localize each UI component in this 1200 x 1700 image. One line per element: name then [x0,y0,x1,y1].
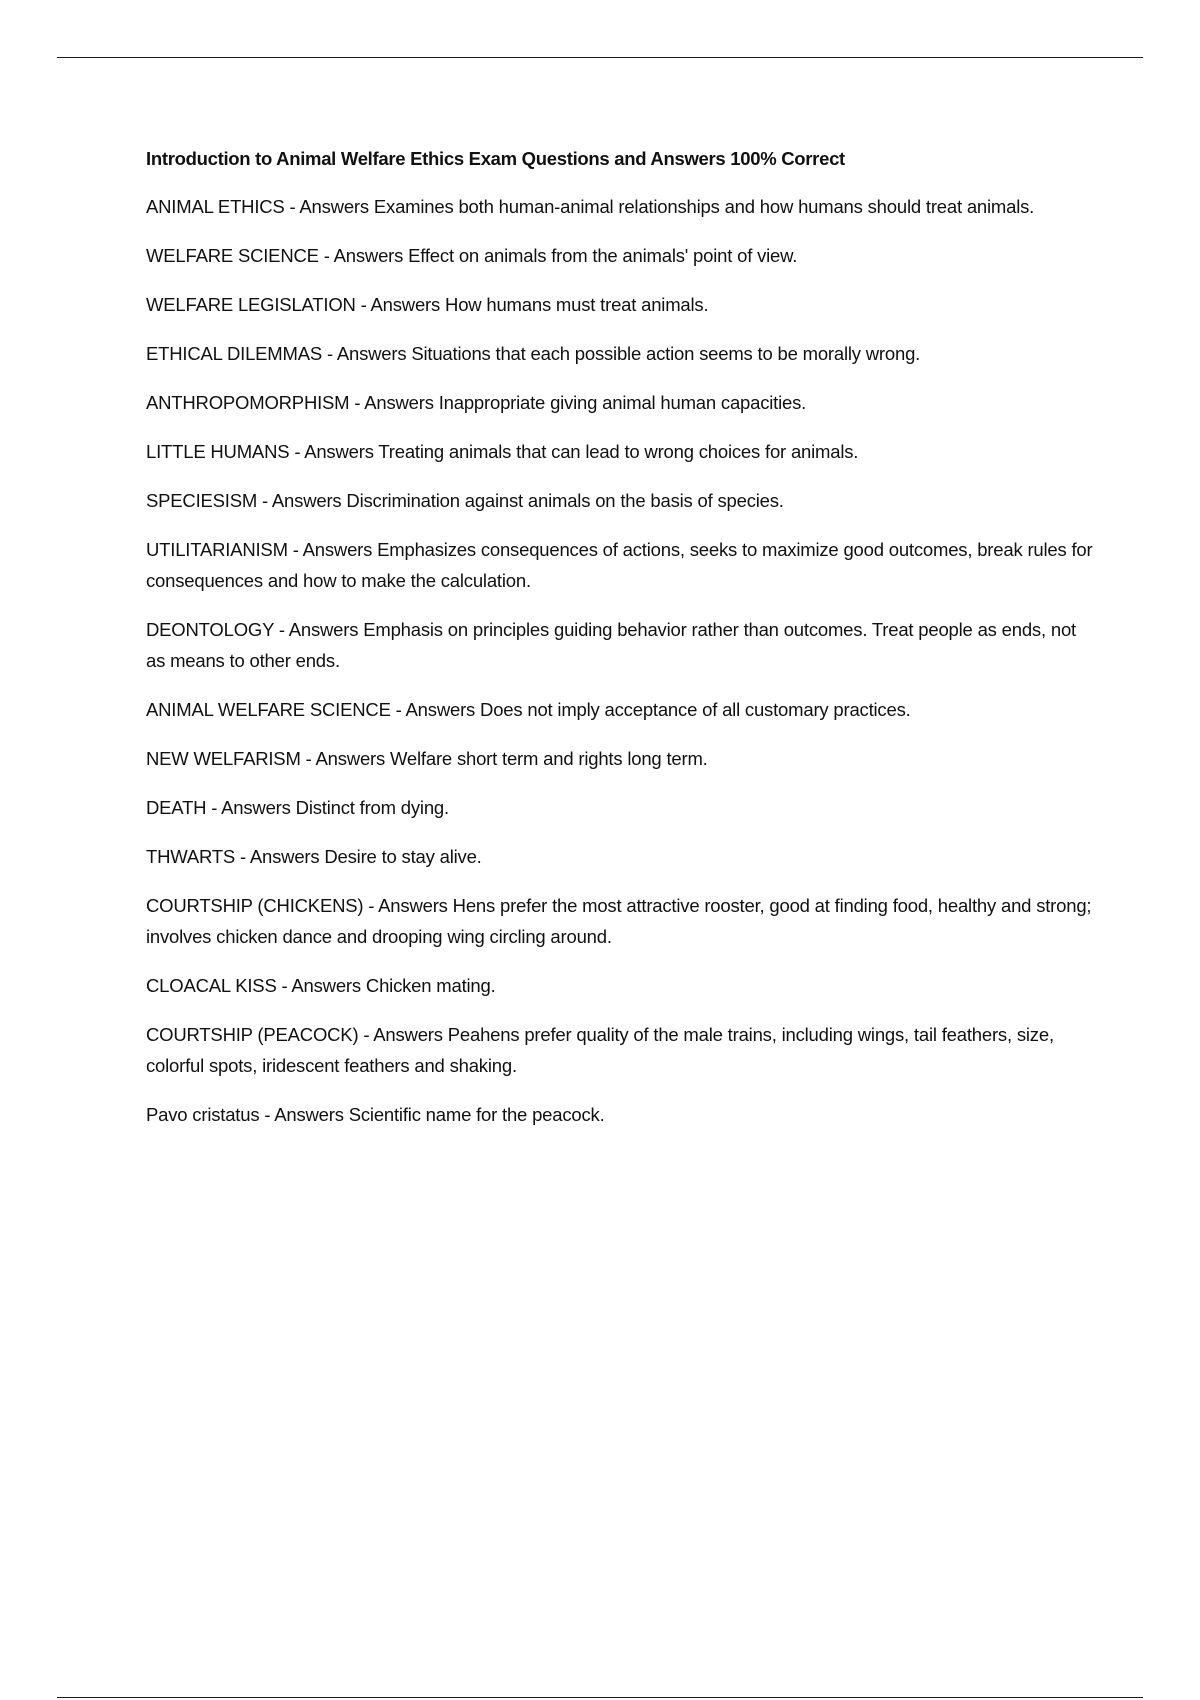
qa-answer-label: Answers [302,539,373,560]
qa-term: DEATH [146,797,207,818]
qa-answer-text: Distinct from dying. [295,797,449,818]
qa-entry [146,970,1096,1001]
qa-answer-text: Effect on animals from the animals' point of view. [408,245,798,266]
qa-entry [146,338,1096,369]
qa-separator [363,895,378,916]
qa-answer-label: Answers [221,797,291,818]
qa-answer-label: Answers [373,1024,443,1045]
qa-term: WELFARE SCIENCE [146,245,319,266]
qa-term: UTILITARIANISM [146,539,288,560]
qa-entry [146,792,1096,823]
qa-term: WELFARE LEGISLATION [146,294,356,315]
qa-answer-text: Discrimination against animals on the basis of species. [346,490,784,511]
qa-term: COURTSHIP (PEACOCK) [146,1024,359,1045]
qa-term: NEW WELFARISM [146,748,301,769]
qa-entry [146,191,1096,222]
qa-entry [146,1019,1096,1081]
qa-answer-text: Inappropriate giving animal human capacities. [438,392,807,413]
qa-separator [358,1024,373,1045]
qa-separator [206,797,221,818]
qa-term: DEONTOLOGY [146,619,274,640]
qa-term: ANIMAL ETHICS [146,196,285,217]
qa-answer-text: Hens prefer the most attractive rooster, good at finding food, healthy and strong; involves chicken dance and drooping wing circling around. [146,895,1092,947]
qa-separator [356,294,371,315]
qa-entry [146,743,1096,774]
qa-answer-text: Scientific name for the peacock. [348,1104,605,1125]
qa-answer-label: Answers [336,343,407,364]
qa-term: CLOACAL KISS [146,975,277,996]
qa-term: ANTHROPOMORPHISM [146,392,350,413]
qa-separator [319,245,334,266]
qa-answer-label: Answers [271,490,342,511]
qa-entry [146,614,1096,676]
qa-term: Pavo cristatus [146,1104,260,1125]
qa-answer-label: Answers [364,392,434,413]
qa-separator [259,1104,274,1125]
qa-answer-text: Does not imply acceptance of all customary practices. [480,699,911,720]
qa-answer-text: Desire to stay alive. [324,846,482,867]
qa-entry [146,485,1096,516]
header-rule [57,57,1143,58]
qa-answer-text: Emphasis on principles guiding behavior rather than outcomes. Treat people as ends, not as means to other ends. [146,619,1076,671]
qa-answer-label: Answers [333,245,404,266]
document-title: Introduction to Animal Welfare Ethics Exam Questions and Answers 100% Correct [146,148,845,169]
qa-separator [235,846,250,867]
qa-answer-label: Answers [299,196,369,217]
qa-answer-label: Answers [315,748,386,769]
qa-separator [274,619,289,640]
document-body [146,146,1096,1148]
qa-term: ETHICAL DILEMMAS [146,343,323,364]
qa-entry [146,436,1096,467]
qa-answer-label: Answers [378,895,448,916]
qa-separator [349,392,364,413]
qa-answer-text: How humans must treat animals. [445,294,709,315]
qa-answer-label: Answers [274,1104,344,1125]
qa-answer-label: Answers [291,975,361,996]
qa-answer-text: Examines both human-animal relationships and how humans should treat animals. [373,196,1035,217]
qa-entry [146,387,1096,418]
qa-separator [277,975,292,996]
qa-term: LITTLE HUMANS [146,441,290,462]
qa-answer-label: Answers [249,846,320,867]
qa-entry [146,534,1096,596]
qa-separator [288,539,303,560]
qa-separator [322,343,337,364]
qa-entry [146,289,1096,320]
qa-answer-text: Welfare short term and rights long term. [390,748,708,769]
qa-answer-text: Treating animals that can lead to wrong choices for animals. [378,441,859,462]
qa-answer-label: Answers [405,699,476,720]
qa-entry [146,841,1096,872]
qa-answer-text: Emphasizes consequences of actions, seeks to maximize good outcomes, break rules for consequences and how to make the calculation. [146,539,1093,591]
qa-term: ANIMAL WELFARE SCIENCE [146,699,391,720]
qa-answer-label: Answers [304,441,374,462]
qa-term: SPECIESISM [146,490,258,511]
qa-entry [146,694,1096,725]
footer-rule [57,1697,1143,1698]
qa-answer-label: Answers [370,294,441,315]
qa-entry [146,240,1096,271]
qa-list [146,191,1096,1130]
qa-entry [146,890,1096,952]
qa-term: THWARTS [146,846,236,867]
qa-answer-text: Peahens prefer quality of the male trains, including wings, tail feathers, size, colorful spots, iridescent feathers and shaking. [146,1024,1054,1076]
qa-separator [257,490,272,511]
qa-separator [391,699,406,720]
qa-entry [146,1099,1096,1130]
qa-answer-text: Situations that each possible action seems to be morally wrong. [411,343,921,364]
qa-separator [285,196,300,217]
qa-answer-text: Chicken mating. [365,975,496,996]
qa-answer-label: Answers [288,619,359,640]
qa-separator [289,441,304,462]
qa-separator [301,748,316,769]
qa-term: COURTSHIP (CHICKENS) [146,895,364,916]
